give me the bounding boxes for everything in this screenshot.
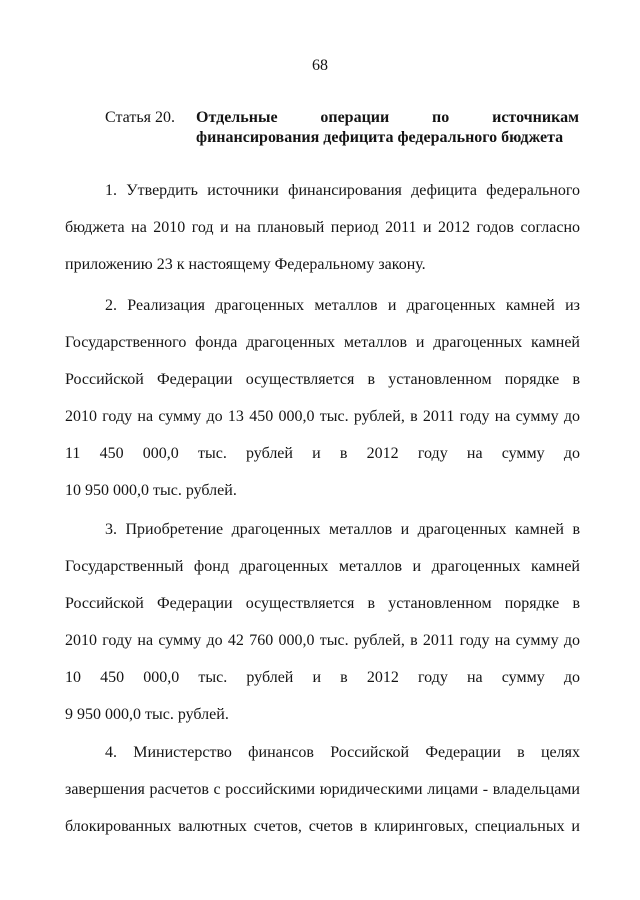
paragraph-3-line: 9 950 000,0 тыс. рублей.: [65, 706, 229, 723]
paragraph-4-line: 4. Министерство финансов Российской Федерации в целях: [105, 744, 580, 761]
article-title: [196, 108, 579, 148]
paragraph-3-line: 2010 году на сумму до 42 760 000,0 тыс. рублей, в 2011 году на сумму до: [65, 632, 580, 649]
paragraph-3-line: Государственный фонд драгоценных металлов и драгоценных камней: [65, 558, 580, 575]
paragraph-3-line: 10 450 000,0 тыс. рублей и в 2012 году на сумму до: [65, 669, 580, 686]
paragraph-3-line: 3. Приобретение драгоценных металлов и драгоценных камней в: [105, 521, 580, 538]
paragraph-4-line: завершения расчетов с российскими юридическими лицами - владельцами: [65, 781, 580, 798]
paragraph-1-line: бюджета на 2010 год и на плановый период 2011 и 2012 годов согласно: [65, 219, 580, 236]
page-number: 68: [312, 57, 328, 74]
article-title-line: Отдельные операции по источникам: [196, 109, 579, 126]
paragraph-1-line: приложению 23 к настоящему Федеральному закону.: [65, 256, 426, 273]
paragraph-4-line: блокированных валютных счетов, счетов в клиринговых, специальных и: [65, 818, 580, 835]
paragraph-2-line: Российской Федерации осуществляется в установленном порядке в: [65, 371, 580, 388]
paragraph-1-line: 1. Утвердить источники финансирования дефицита федерального: [105, 182, 580, 199]
paragraph-2-line: 2. Реализация драгоценных металлов и драгоценных камней из: [105, 297, 580, 314]
article-title-line: финансирования дефицита федерального бюджета: [196, 129, 564, 146]
paragraph-2-line: Государственного фонда драгоценных металлов и драгоценных камней: [65, 334, 580, 351]
paragraph-2-line: 2010 году на сумму до 13 450 000,0 тыс. рублей, в 2011 году на сумму до: [65, 408, 580, 425]
paragraph-3-line: Российской Федерации осуществляется в установленном порядке в: [65, 595, 580, 612]
paragraph-2-line: 11 450 000,0 тыс. рублей и в 2012 году на сумму до: [65, 445, 580, 462]
article-label: Статья 20.: [105, 109, 175, 126]
paragraph-2-line: 10 950 000,0 тыс. рублей.: [65, 482, 237, 499]
